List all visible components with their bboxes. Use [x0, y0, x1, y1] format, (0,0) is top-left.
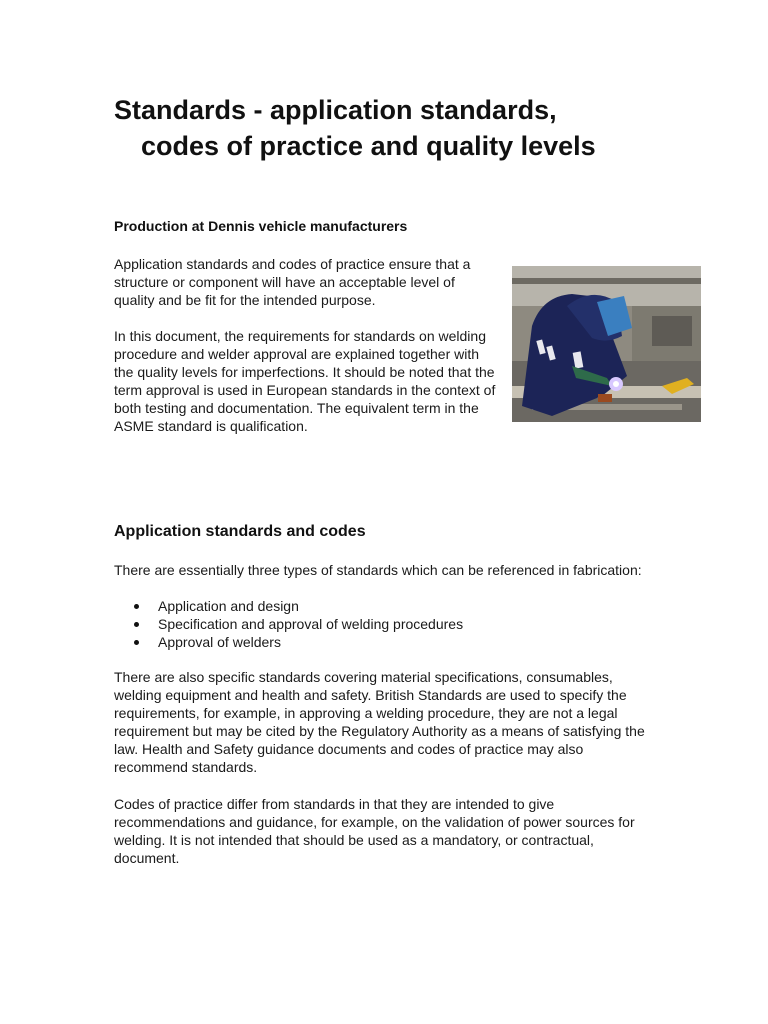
section-intro: There are essentially three types of standards which can be referenced in fabrication: — [114, 562, 642, 578]
list-item — [114, 633, 634, 651]
body-paragraph-1: There are also specific standards covering material specifications, consumables, welding equipment and health and safety. British Standards are used to specify the requirements, for example, in approving a welding procedure, they are not a legal requirement but may be cited by the Regulatory Authority as a means of satisfying the law. Health and Safety guidance documents and codes of practice may also recommend standards. — [114, 669, 645, 775]
page-title — [114, 92, 714, 164]
list-item — [114, 615, 634, 633]
intro-paragraph-2: In this document, the requirements for standards on welding procedure and welder approval are explained together with the quality levels for imperfections. It should be noted that the term approval is used in European standards in the context of both testing and documentation. The equivalent term in the ASME standard is qualification. — [114, 328, 496, 434]
body-paragraph-2: Codes of practice differ from standards in that they are intended to give recommendations and guidance, for example, on the validation of power sources for welding. It is not intended that should be used as a mandatory, or contractual, document. — [114, 796, 635, 866]
production-subheading: Production at Dennis vehicle manufacturers — [114, 218, 408, 234]
list-item-text: Application and design — [158, 598, 299, 614]
intro-paragraph-1: Application standards and codes of practice ensure that a structure or component will have an acceptable level of quality and be fit for the intended purpose. — [114, 256, 471, 308]
list-item-text: Specification and approval of welding procedures — [158, 616, 464, 632]
bullet-icon — [134, 622, 139, 627]
page-title-line-1: Standards - application standards, — [114, 95, 557, 125]
welder-photo-illustration — [512, 266, 701, 422]
bullet-icon — [134, 640, 139, 645]
bullet-icon — [134, 604, 139, 609]
standards-types-list — [114, 597, 634, 651]
list-item-text: Approval of welders — [158, 634, 281, 650]
page-title-line-2: codes of practice and quality levels — [141, 131, 596, 161]
section-heading: Application standards and codes — [114, 523, 366, 540]
welder-photo — [512, 266, 701, 422]
list-item — [114, 597, 634, 615]
